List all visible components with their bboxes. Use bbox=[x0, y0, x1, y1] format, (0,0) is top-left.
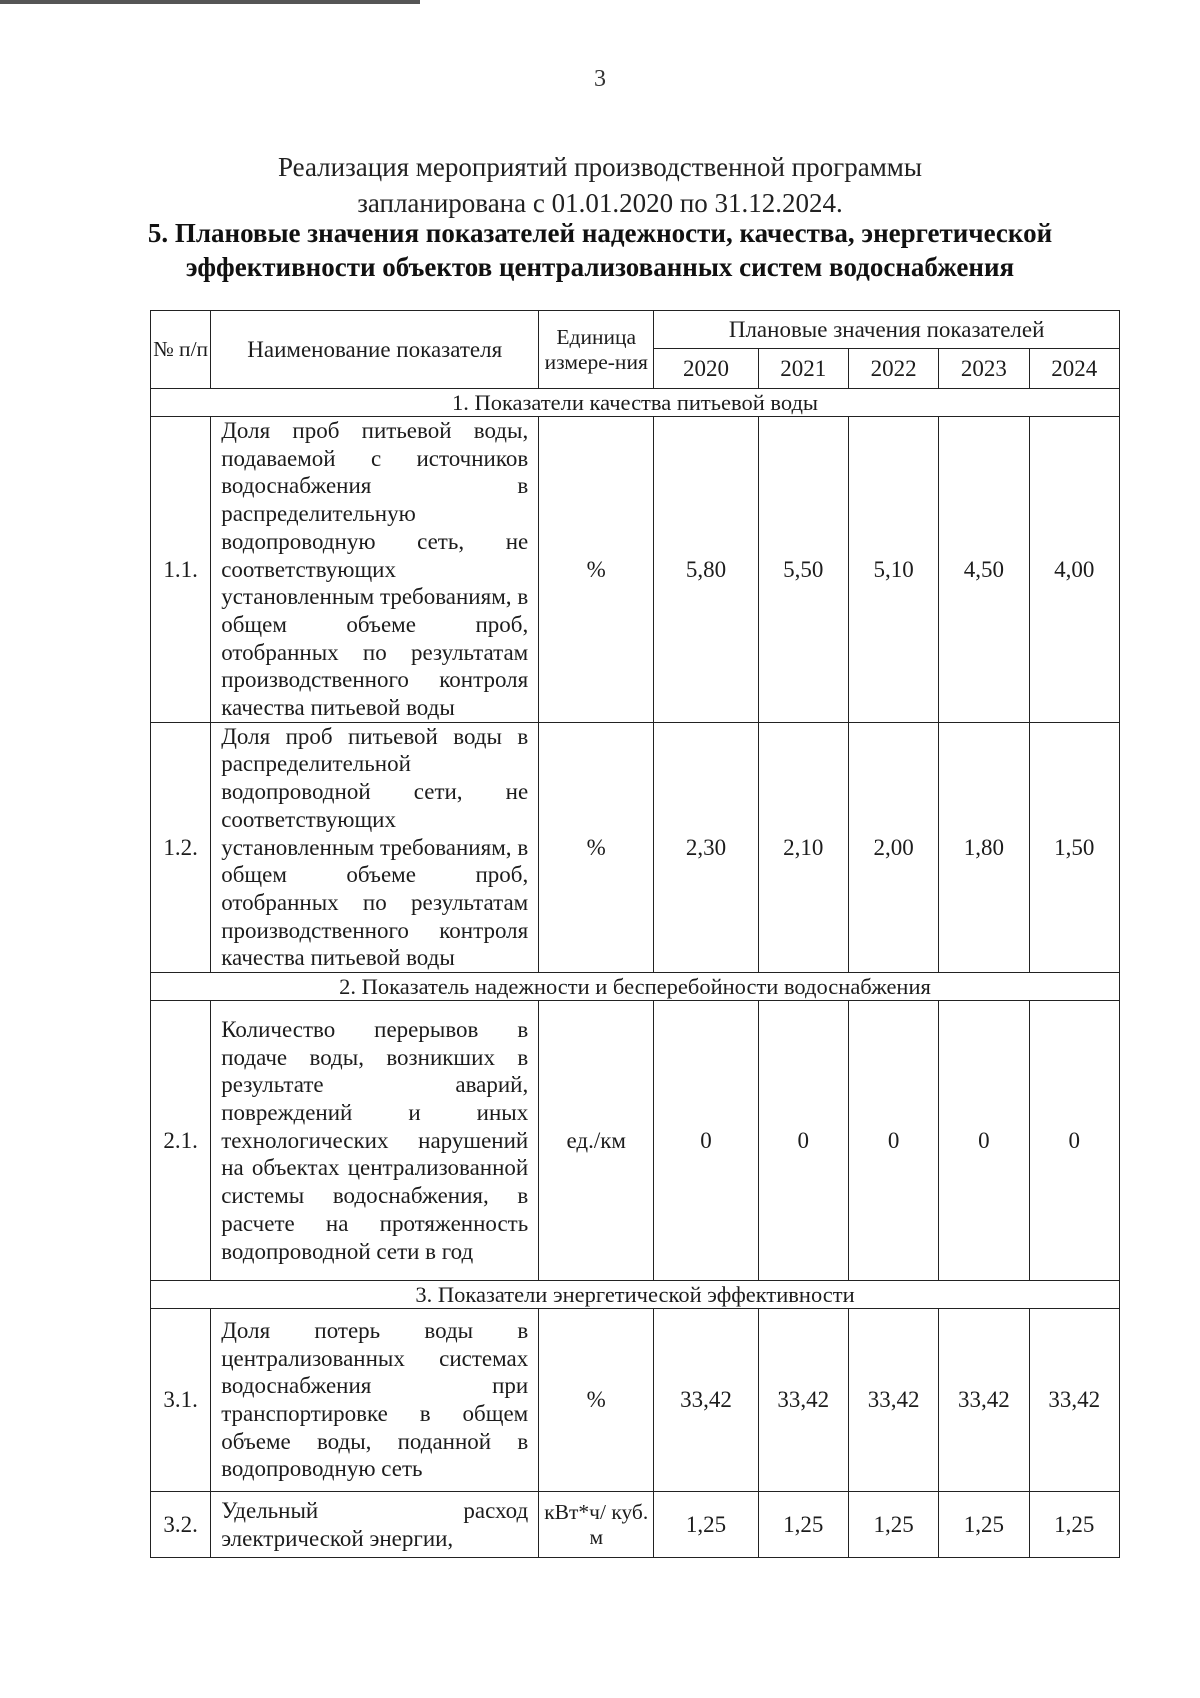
header-line-2: запланирована с 01.01.2020 по 31.12.2024. bbox=[357, 188, 843, 218]
row-value: 1,80 bbox=[939, 722, 1029, 972]
header-planned-values: Плановые значения показателей bbox=[654, 311, 1120, 349]
row-value: 1,25 bbox=[848, 1492, 938, 1558]
indicators-table bbox=[150, 310, 1120, 1558]
row-value: 1,25 bbox=[939, 1492, 1029, 1558]
row-num: 3.1. bbox=[151, 1309, 211, 1492]
table-row bbox=[151, 1309, 1120, 1492]
row-value: 2,00 bbox=[848, 722, 938, 972]
group-title: 2. Показатель надежности и бесперебойности водоснабжения bbox=[151, 973, 1120, 1001]
header-name: Наименование показателя bbox=[211, 311, 539, 389]
row-value: 1,25 bbox=[654, 1492, 758, 1558]
row-name: Удельный расход электрической энергии, bbox=[211, 1492, 539, 1558]
header-year: 2024 bbox=[1029, 349, 1119, 389]
header-line-1: Реализация мероприятий производственной программы bbox=[277, 152, 923, 182]
row-value: 4,50 bbox=[939, 417, 1029, 723]
row-num: 1.1. bbox=[151, 417, 211, 723]
row-value: 2,10 bbox=[758, 722, 848, 972]
row-unit: кВт*ч/ куб. м bbox=[539, 1492, 654, 1558]
row-value: 33,42 bbox=[848, 1309, 938, 1492]
row-unit: % bbox=[539, 722, 654, 972]
section-title-line-2: эффективности объектов централизованных систем водоснабжения bbox=[185, 252, 1015, 282]
header-unit: Единица измере-ния bbox=[539, 311, 654, 389]
row-name: Количество перерывов в подаче воды, возникших в результате аварий, повреждений и иных технологических нарушений на объектах централизованной системы водоснабжения, в расчете на протяженность водопроводной сети в год bbox=[211, 1001, 539, 1281]
row-value: 1,25 bbox=[1029, 1492, 1119, 1558]
row-value: 0 bbox=[939, 1001, 1029, 1281]
row-value: 33,42 bbox=[758, 1309, 848, 1492]
header-year: 2022 bbox=[848, 349, 938, 389]
row-name: Доля проб питьевой воды, подаваемой с источников водоснабжения в распределительную водопроводную сеть, не соответствующих установленным требованиям, в общем объеме проб, отобранных по результатам производственного контроля качества питьевой воды bbox=[211, 417, 539, 723]
row-value: 4,00 bbox=[1029, 417, 1119, 723]
row-value: 5,50 bbox=[758, 417, 848, 723]
section-title-line-1: 5. Плановые значения показателей надежности, качества, энергетической bbox=[147, 218, 1053, 248]
row-num: 2.1. bbox=[151, 1001, 211, 1281]
table-row bbox=[151, 1001, 1120, 1281]
table-row bbox=[151, 417, 1120, 723]
table-row bbox=[151, 722, 1120, 972]
row-name: Доля проб питьевой воды в распределительной водопроводной сети, не соответствующих установленным требованиям, в общем объеме проб, отобранных по результатам производственного контроля качества питьевой воды bbox=[211, 722, 539, 972]
row-value: 0 bbox=[848, 1001, 938, 1281]
scan-edge-mark bbox=[0, 0, 420, 4]
row-value: 0 bbox=[654, 1001, 758, 1281]
row-num: 1.2. bbox=[151, 722, 211, 972]
row-value: 0 bbox=[1029, 1001, 1119, 1281]
row-value: 1,50 bbox=[1029, 722, 1119, 972]
group-row bbox=[151, 389, 1120, 417]
row-unit: ед./км bbox=[539, 1001, 654, 1281]
header-year: 2021 bbox=[758, 349, 848, 389]
row-value: 33,42 bbox=[1029, 1309, 1119, 1492]
page-number: 3 bbox=[594, 66, 606, 92]
table-row bbox=[151, 1492, 1120, 1558]
row-name: Доля потерь воды в централизованных системах водоснабжения при транспортировке в общем объеме воды, поданной в водопроводную сеть bbox=[211, 1309, 539, 1492]
row-value: 33,42 bbox=[939, 1309, 1029, 1492]
header-year: 2023 bbox=[939, 349, 1029, 389]
row-value: 1,25 bbox=[758, 1492, 848, 1558]
group-title: 3. Показатели энергетической эффективности bbox=[151, 1281, 1120, 1309]
group-row bbox=[151, 973, 1120, 1001]
header-num: № п/п bbox=[151, 311, 211, 389]
group-title: 1. Показатели качества питьевой воды bbox=[151, 389, 1120, 417]
row-value: 5,80 bbox=[654, 417, 758, 723]
row-value: 0 bbox=[758, 1001, 848, 1281]
row-value: 33,42 bbox=[654, 1309, 758, 1492]
row-unit: % bbox=[539, 1309, 654, 1492]
header-year: 2020 bbox=[654, 349, 758, 389]
row-unit: % bbox=[539, 417, 654, 723]
row-num: 3.2. bbox=[151, 1492, 211, 1558]
group-row bbox=[151, 1281, 1120, 1309]
row-value: 2,30 bbox=[654, 722, 758, 972]
row-value: 5,10 bbox=[848, 417, 938, 723]
